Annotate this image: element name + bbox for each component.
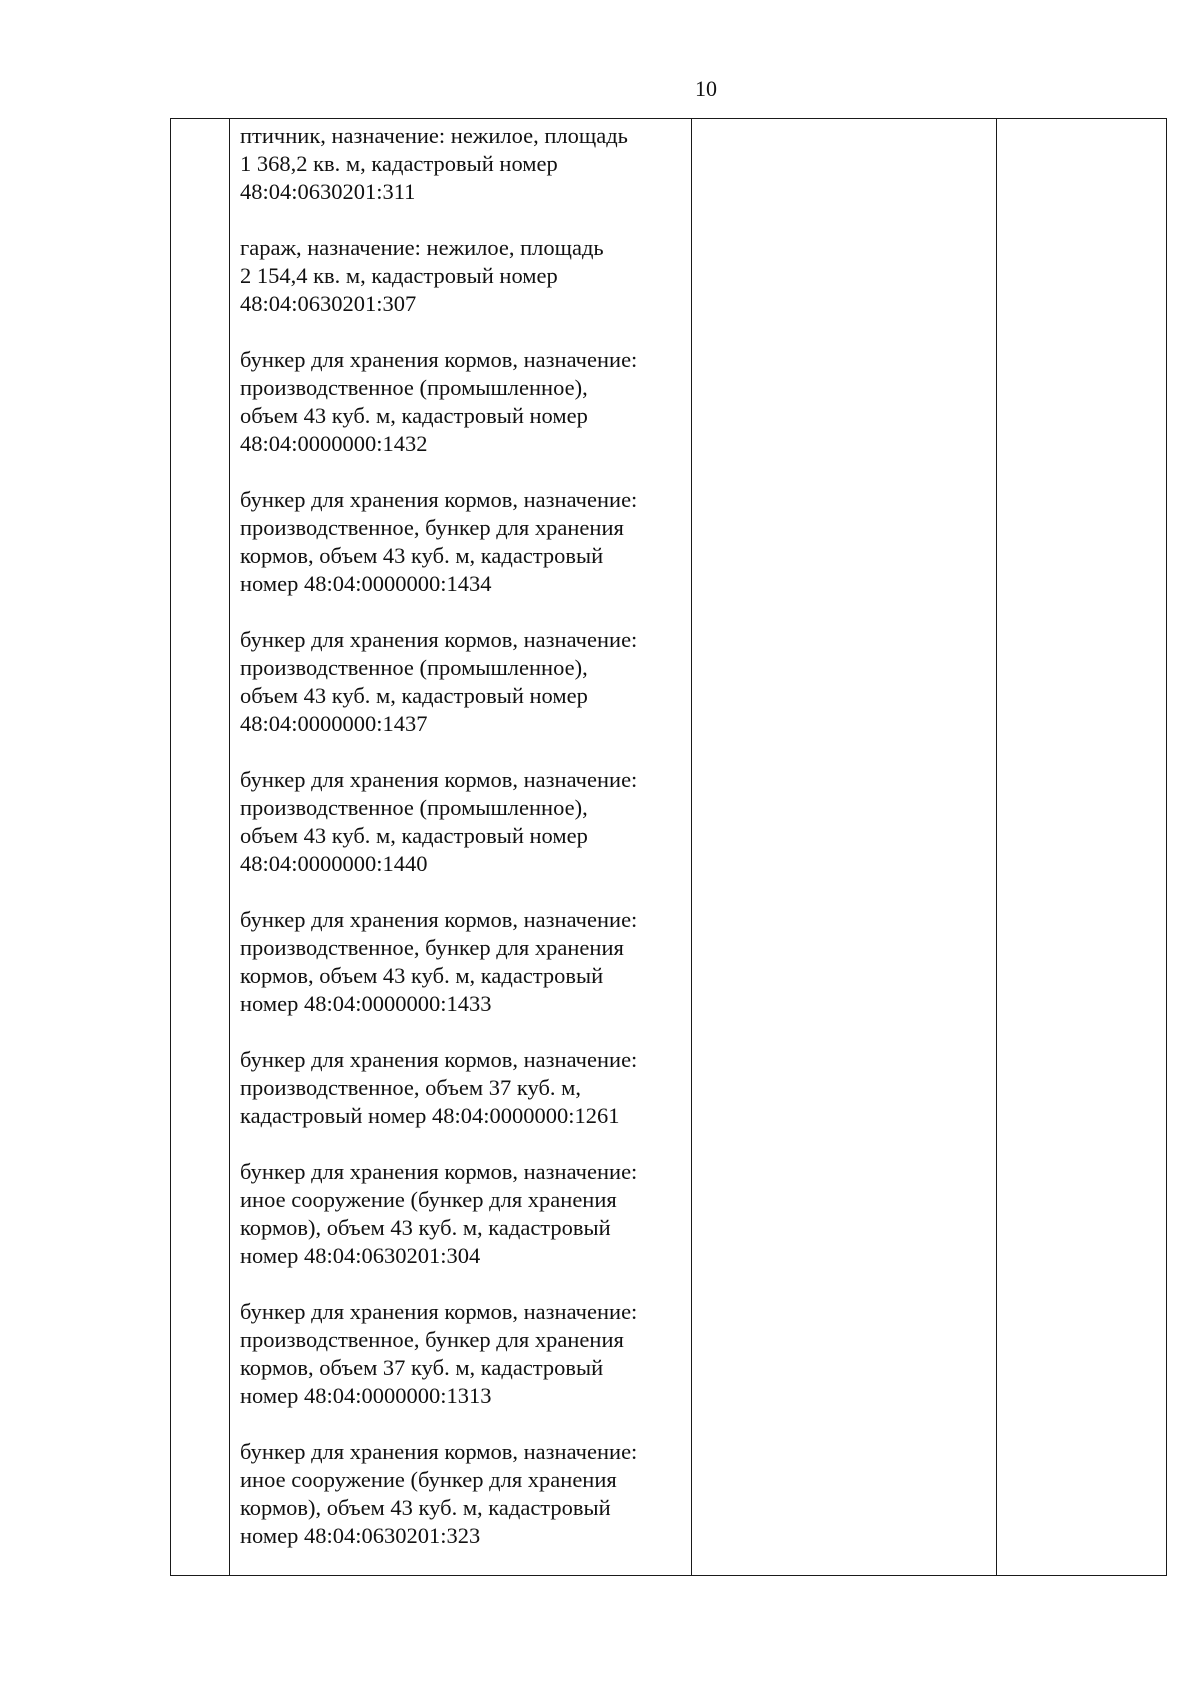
property-table (170, 118, 1167, 1576)
entry-line: производственное, бункер для хранения (240, 935, 624, 960)
property-entry (240, 626, 685, 738)
entry-line: бункер для хранения кормов, назначение: (240, 767, 638, 792)
entry-line: номер 48:04:0630201:323 (240, 1523, 481, 1548)
entry-line: номер 48:04:0630201:304 (240, 1243, 481, 1268)
entry-line: бункер для хранения кормов, назначение: (240, 1299, 638, 1324)
entry-line: бункер для хранения кормов, назначение: (240, 347, 638, 372)
entry-line: номер 48:04:0000000:1434 (240, 571, 492, 596)
entry-line: номер 48:04:0000000:1433 (240, 991, 492, 1016)
property-entry (240, 122, 685, 206)
page-number: 10 (695, 76, 717, 101)
entry-line: бункер для хранения кормов, назначение: (240, 487, 638, 512)
entry-line: бункер для хранения кормов, назначение: (240, 1159, 638, 1184)
entry-line: объем 43 куб. м, кадастровый номер (240, 403, 588, 428)
entry-line: производственное, бункер для хранения (240, 1327, 624, 1352)
property-entry (240, 346, 685, 458)
property-entry (240, 1298, 685, 1410)
entry-line: бункер для хранения кормов, назначение: (240, 1439, 638, 1464)
entry-line: производственное (промышленное), (240, 375, 588, 400)
entry-line: кормов, объем 37 куб. м, кадастровый (240, 1355, 604, 1380)
entry-line: номер 48:04:0000000:1313 (240, 1383, 492, 1408)
property-entry (240, 1158, 685, 1270)
property-entry (240, 766, 685, 878)
entry-line: 48:04:0000000:1440 (240, 851, 428, 876)
entry-line: кормов, объем 43 куб. м, кадастровый (240, 543, 604, 568)
entry-line: объем 43 куб. м, кадастровый номер (240, 823, 588, 848)
entry-line: производственное (промышленное), (240, 795, 588, 820)
entry-line: бункер для хранения кормов, назначение: (240, 907, 638, 932)
entry-line: 2 154,4 кв. м, кадастровый номер (240, 263, 558, 288)
empty-cell-4 (997, 119, 1167, 1576)
table-row (171, 119, 1167, 1576)
property-entry (240, 486, 685, 598)
entry-line: кормов), объем 43 куб. м, кадастровый (240, 1215, 611, 1240)
number-cell (171, 119, 230, 1576)
description-cell (230, 119, 692, 1576)
property-entry (240, 1046, 685, 1130)
entry-line: производственное, бункер для хранения (240, 515, 624, 540)
property-entry (240, 906, 685, 1018)
empty-cell-3 (692, 119, 997, 1576)
entry-line: кадастровый номер 48:04:0000000:1261 (240, 1103, 620, 1128)
entry-line: кормов), объем 43 куб. м, кадастровый (240, 1495, 611, 1520)
entry-line: объем 43 куб. м, кадастровый номер (240, 683, 588, 708)
entry-line: 1 368,2 кв. м, кадастровый номер (240, 151, 558, 176)
entry-line: птичник, назначение: нежилое, площадь (240, 123, 628, 148)
entry-line: 48:04:0630201:311 (240, 179, 416, 204)
entry-line: гараж, назначение: нежилое, площадь (240, 235, 604, 260)
entry-line: производственное (промышленное), (240, 655, 588, 680)
entry-line: 48:04:0000000:1432 (240, 431, 428, 456)
entry-line: бункер для хранения кормов, назначение: (240, 1047, 638, 1072)
property-entry (240, 1438, 685, 1550)
entry-line: кормов, объем 43 куб. м, кадастровый (240, 963, 604, 988)
property-entry (240, 234, 685, 318)
entry-line: 48:04:0630201:307 (240, 291, 417, 316)
entries-list (230, 119, 691, 1550)
entry-line: иное сооружение (бункер для хранения (240, 1187, 617, 1212)
entry-line: производственное, объем 37 куб. м, (240, 1075, 582, 1100)
entry-line: 48:04:0000000:1437 (240, 711, 428, 736)
entry-line: бункер для хранения кормов, назначение: (240, 627, 638, 652)
entry-line: иное сооружение (бункер для хранения (240, 1467, 617, 1492)
